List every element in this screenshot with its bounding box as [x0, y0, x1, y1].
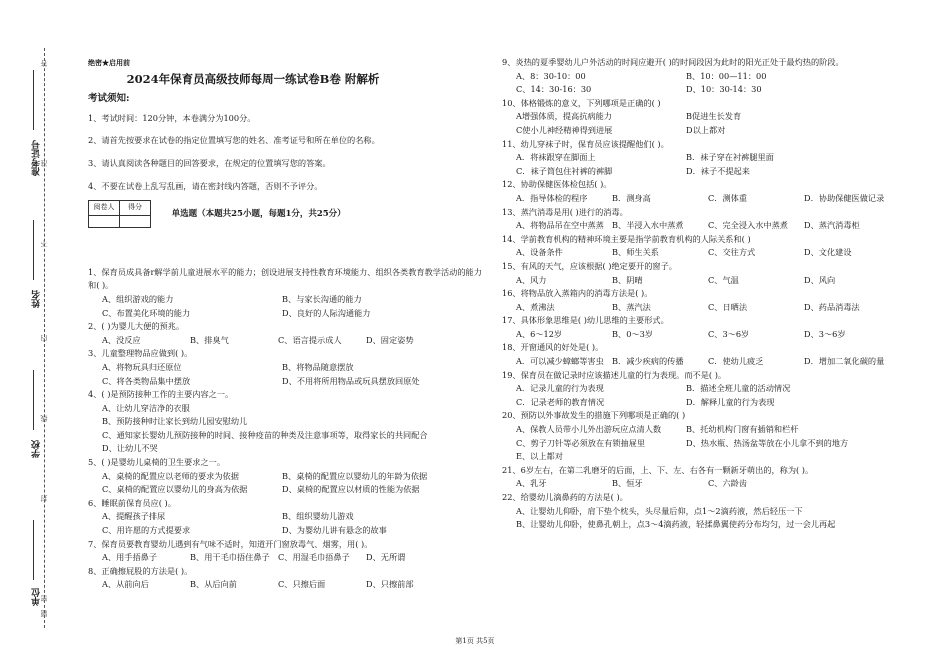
answer-option[interactable]: C、3～6岁 [708, 328, 750, 339]
question-stem: 21、6岁左右，在第二乳磨牙的后面，上、下、左、右各有一颗新牙萌出的，称为( )。 [502, 464, 814, 475]
answer-option[interactable]: A、从前向后 [102, 579, 149, 590]
option-row [88, 293, 488, 307]
option-row [88, 307, 488, 321]
cut-mark: 密 [40, 595, 48, 602]
school-label: 学校 [32, 440, 42, 458]
answer-option[interactable]: A、煮沸法 [516, 301, 555, 312]
reviewer-input[interactable] [89, 215, 120, 227]
option-row [502, 219, 900, 233]
question-item [88, 266, 488, 320]
question-stem: 3、儿童整理物品应做到( )。 [88, 348, 193, 359]
option-row [502, 396, 900, 410]
question-item [88, 347, 488, 388]
answer-option[interactable]: A、乳牙 [516, 478, 547, 489]
option-row [502, 301, 900, 315]
answer-option[interactable]: A、让婴幼儿仰卧，肩下垫个枕头，头尽量后仰，点1～2滴药液，然后轻压一下 [516, 505, 803, 516]
question-item [88, 320, 488, 347]
cut-mark: 答 [40, 60, 48, 67]
question-stem: 20、预防以外事故发生的措施下列哪项是正确的( ) [502, 410, 686, 421]
question-stem: 18、开窗通风的好处是( )。 [502, 342, 604, 353]
option-row [502, 437, 900, 451]
question-item [502, 369, 900, 410]
answer-option[interactable]: C、六龄齿 [708, 478, 748, 489]
answer-option[interactable]: B．测身高 [612, 192, 651, 203]
option-row [502, 477, 900, 491]
answer-option[interactable]: B、托幼机构门窗有插销和栏杆 [686, 424, 799, 435]
cut-mark: 准 [40, 160, 48, 167]
question-stem: 19、保育员在做记录时应该描述儿童的行为表现。而不是( )。 [502, 369, 727, 380]
page-footer: 第1页 共5页 [455, 637, 495, 645]
question-stem: 14、学前教育机构的精神环境主要是指学前教育机构的人际关系和( ) [502, 233, 751, 244]
exam-id-label: 准考证号 [32, 140, 42, 176]
option-row [502, 355, 900, 369]
answer-option[interactable]: B、让婴幼儿仰卧，使鼻孔朝上，点3～4滴药液，轻揉鼻翼使药分布均匀，过一会儿再起 [516, 519, 836, 530]
question-stem: 9、炎热的夏季婴幼儿户外活动的时间应避开( )的时间段因为此时的阳光正处于最灼热的阶段。 [502, 57, 844, 67]
option-row [88, 483, 488, 497]
answer-option[interactable]: D、3～6岁 [804, 328, 846, 339]
answer-option[interactable]: E、以上都对 [516, 451, 563, 462]
question-stem: 6、睡眠前保育员应( )。 [88, 497, 176, 508]
answer-option[interactable]: C．测体重 [708, 192, 748, 203]
question-item [502, 138, 900, 179]
answer-option[interactable]: D、桌椅的配置应以材质的性能为依据 [282, 484, 420, 495]
answer-option[interactable]: D、无所谓 [366, 552, 406, 563]
answer-option[interactable]: C、只擦后面 [278, 579, 326, 590]
answer-option[interactable]: C、通知家长婴幼儿预防接种的时间、接种疫苗的种类及注意事项等，取得家长的共同配合 [102, 429, 428, 440]
notice-rule: 2、请首先按要求在试卷的指定位置填写您的姓名、准考证号和所在单位的名称。 [88, 135, 380, 146]
left-column [88, 56, 488, 592]
answer-option[interactable]: D以上都对 [686, 124, 726, 135]
option-row [502, 83, 900, 97]
answer-option[interactable]: D、风向 [804, 274, 836, 285]
answer-option[interactable]: D、良好的人际沟通能力 [282, 307, 371, 318]
question-stem: 1、保育员成具备r解学前儿童进展水平的能力；创设进展支持性教育环境能力、组织各类教育教学活动的能力和( )。 [88, 266, 482, 291]
question-stem: 11、幼儿穿袜子时，保育员应该提醒他们( )。 [502, 138, 669, 149]
answer-option[interactable]: A、组织游戏的能力 [102, 293, 174, 304]
option-row [502, 382, 900, 396]
answer-option[interactable]: C．记录老师的教育情况 [516, 396, 605, 407]
question-item [502, 206, 900, 233]
cut-mark: 封 [40, 495, 48, 502]
answer-option[interactable]: B、与家长沟通的能力 [282, 293, 362, 304]
question-item [502, 287, 900, 314]
answer-option[interactable]: D、药品消毒法 [804, 301, 860, 312]
answer-option[interactable]: D、热水瓶、热汤盆等放在小儿拿不到的地方 [686, 437, 849, 448]
answer-option[interactable]: C、语言提示成人 [278, 334, 342, 345]
answer-option[interactable]: C、用湿毛巾捂鼻子 [278, 552, 350, 563]
answer-option[interactable]: D、固定姿势 [366, 334, 414, 345]
cut-mark: 不 [40, 240, 48, 247]
answer-option[interactable]: C、交往方式 [708, 247, 756, 258]
answer-option[interactable]: C、完全浸入水中蒸煮 [708, 220, 788, 231]
option-row [502, 274, 900, 288]
answer-option[interactable]: A、提醒孩子排尿 [102, 511, 166, 522]
answer-option[interactable]: A增强体质，提高抗病能力 [516, 111, 612, 122]
score-cell: 得分 [120, 201, 151, 216]
answer-option[interactable]: B、恒牙 [612, 478, 643, 489]
notice-rule: 1、考试时间：120分钟，本卷满分为100分。 [88, 112, 256, 123]
answer-option[interactable]: A、桌椅的配置应以老师的要求为依据 [102, 470, 239, 481]
school-field [33, 370, 34, 430]
answer-option[interactable]: C使小儿神经精神得到进展 [516, 124, 613, 135]
cut-mark: 线 [40, 415, 48, 422]
section-title: 单选题（本题共25小题，每题1分，共25分） [171, 208, 346, 219]
question-item [88, 388, 488, 456]
option-row [88, 510, 488, 524]
question-list [88, 266, 488, 592]
unit-label: 单位 [32, 588, 42, 606]
exam-id-field [33, 70, 34, 130]
answer-option[interactable]: A、用手捂鼻子 [102, 552, 158, 563]
answer-option[interactable]: B．袜子穿在衬裤腿里面 [686, 152, 774, 163]
notice-rule: 4、不要在试卷上乱写乱画，请在密封线内答题，否则不予评分。 [88, 180, 323, 191]
answer-option[interactable]: B、从后向前 [190, 579, 237, 590]
cut-mark: 题 [40, 610, 48, 617]
exam-title: 2024年保育员高级技师每周一练试卷B卷 附解析 [126, 71, 380, 86]
answer-option[interactable]: D、只擦前部 [366, 579, 414, 590]
option-row [88, 361, 488, 375]
section-header [88, 200, 488, 228]
question-stem: 16、将物品放入蒸箱内的消毒方法是( )。 [502, 288, 653, 299]
answer-option[interactable]: A、风力 [516, 274, 547, 285]
answer-option[interactable]: C、14：30-16：30 [516, 84, 592, 95]
binding-margin [0, 0, 72, 671]
confidential-mark: 绝密★启用前 [88, 58, 130, 67]
option-row [88, 470, 488, 484]
question-item [502, 178, 900, 205]
question-list [502, 56, 900, 532]
answer-option[interactable]: D、为婴幼儿讲有悬念的故事 [282, 525, 387, 536]
answer-option[interactable]: A、设备条件 [516, 247, 563, 258]
answer-option[interactable]: B、10：00—11：00 [686, 70, 767, 81]
question-stem: 10、体格锻炼的意义，下列哪项是正确的( ) [502, 97, 661, 108]
option-row [502, 450, 900, 464]
question-item [502, 233, 900, 260]
option-row [502, 328, 900, 342]
question-item [88, 497, 488, 538]
option-row [88, 334, 488, 348]
question-stem: 2、( )为婴儿大便的预兆。 [88, 321, 185, 332]
answer-option[interactable]: C、用许愿的方式提要求 [102, 525, 191, 536]
answer-option[interactable]: A、8：30-10：00 [516, 70, 586, 81]
question-stem: 12、协助保健医体检包括( )。 [502, 179, 612, 190]
answer-option[interactable]: D、不用将所用物品或玩具摆放回原处 [282, 375, 420, 386]
option-row [502, 124, 900, 138]
reviewer-cell: 阅卷人 [89, 201, 120, 216]
answer-option[interactable]: A．将袜跟穿在脚面上 [516, 152, 596, 163]
question-item [502, 56, 900, 97]
answer-option[interactable]: A、6～12岁 [516, 328, 563, 339]
answer-option[interactable]: C．使幼儿疲乏 [708, 356, 764, 367]
answer-option[interactable]: B、桌椅的配置应以婴幼儿的年龄为依据 [282, 470, 428, 481]
question-item [502, 97, 900, 138]
answer-option[interactable]: C．袜子筒包住衬裤的裤脚 [516, 165, 613, 176]
answer-option[interactable]: B．减少疾病的传播 [612, 356, 684, 367]
answer-option[interactable]: B、蒸汽法 [612, 301, 651, 312]
question-stem: 15、有风的天气，应该根据( )绝定要开的窗子。 [502, 260, 677, 271]
answer-option[interactable]: D、10：30-14：30 [686, 84, 762, 95]
notice-heading: 考试须知: [88, 93, 130, 105]
answer-option[interactable]: D、让幼儿不哭 [102, 443, 158, 454]
notice-rule: 3、请认真阅读各种题目的回答要求，在规定的位置填写您的答案。 [88, 157, 331, 168]
option-row [88, 578, 488, 592]
answer-option[interactable]: A、没反应 [102, 334, 141, 345]
option-row [88, 524, 488, 538]
question-item [502, 409, 900, 463]
answer-option[interactable]: D．协助保健医做记录 [804, 192, 885, 203]
question-item [502, 341, 900, 368]
option-row [502, 246, 900, 260]
question-item [502, 260, 900, 287]
answer-option[interactable]: B、师生关系 [612, 247, 659, 258]
option-row [88, 375, 488, 389]
answer-option[interactable]: A．可以减少蟑螂等害虫 [516, 356, 604, 367]
question-item [88, 538, 488, 565]
option-row [88, 551, 488, 565]
score-input[interactable] [120, 215, 151, 227]
cut-mark: 内 [40, 335, 48, 342]
answer-option[interactable]: B、预防接种时让家长到幼儿园安慰幼儿 [102, 416, 248, 427]
answer-option[interactable]: B、0～3岁 [612, 328, 653, 339]
answer-option[interactable]: A、将物玩具归还原位 [102, 361, 182, 372]
option-row [502, 151, 900, 165]
answer-option[interactable]: B、组织婴幼儿游戏 [282, 511, 354, 522]
answer-option[interactable]: D．袜子不提起来 [686, 165, 750, 176]
question-stem: 17、具体形象思维是( )幼儿思维的主要形式。 [502, 315, 669, 326]
option-row [502, 110, 900, 124]
answer-option[interactable]: C、剪子刀针等必须放在有锁抽屉里 [516, 437, 646, 448]
name-label: 姓名 [32, 290, 42, 308]
question-stem: 13、蒸汽消毒是用( )进行的消毒。 [502, 206, 628, 217]
answer-option[interactable]: B．描述全班儿童的活动情况 [686, 383, 791, 394]
answer-option[interactable]: B、半浸入水中蒸煮 [612, 220, 684, 231]
answer-option[interactable]: D．增加二氧化碳的量 [804, 356, 885, 367]
question-item [88, 565, 488, 592]
question-stem: 4、( )是预防接种工作的主要内容之一。 [88, 389, 234, 400]
answer-option[interactable]: B、将物品随意摆放 [282, 361, 354, 372]
question-item [502, 491, 900, 532]
question-item [502, 314, 900, 341]
question-stem: 22、给婴幼儿滴鼻药的方法是( )。 [502, 492, 628, 502]
option-row [502, 423, 900, 437]
answer-option[interactable]: C、桌椅的配置应以婴幼儿的身高为依据 [102, 484, 248, 495]
answer-option[interactable]: B、排臭气 [190, 334, 229, 345]
answer-option[interactable]: D、文化建设 [804, 247, 852, 258]
answer-option[interactable]: D．解释儿童的行为表现 [686, 396, 775, 407]
answer-option[interactable]: C、布置美化环境的能力 [102, 307, 191, 318]
answer-option[interactable]: A、将物品吊在空中蒸蒸 [516, 220, 604, 231]
name-field [33, 220, 34, 280]
answer-option[interactable]: D、蒸汽消毒柜 [804, 220, 860, 231]
option-row [502, 192, 900, 206]
answer-option[interactable]: A、让幼儿穿洁净的衣服 [102, 402, 190, 413]
score-box [88, 200, 151, 228]
right-column [502, 56, 900, 532]
question-item [502, 464, 900, 491]
question-stem: 5、( )是婴幼儿桌椅的卫生要求之一。 [88, 457, 226, 468]
answer-option[interactable]: C、将各类物品集中摆放 [102, 375, 191, 386]
answer-option[interactable]: A．记录儿童的行为表现 [516, 383, 604, 394]
answer-option[interactable]: B、用干毛巾捂住鼻子 [190, 552, 270, 563]
question-stem: 7、保育员要教育婴幼儿遇到有气味不适时，知道开门窗放毒气、烟雾，用( )。 [88, 538, 373, 549]
answer-option[interactable]: B促进生长发育 [686, 111, 742, 122]
unit-field [33, 520, 34, 580]
answer-option[interactable]: A．指导体检的程序 [516, 192, 588, 203]
question-stem: 8、正确擦屁股的方法是( )。 [88, 565, 193, 576]
answer-option[interactable]: C、日晒法 [708, 301, 748, 312]
answer-option[interactable]: B、阴晴 [612, 274, 643, 285]
option-row [502, 70, 900, 84]
question-item [88, 456, 488, 497]
option-row [502, 165, 900, 179]
answer-option[interactable]: C、气温 [708, 274, 739, 285]
answer-option[interactable]: A、保教人员带小儿外出游玩应点清人数 [516, 424, 662, 435]
